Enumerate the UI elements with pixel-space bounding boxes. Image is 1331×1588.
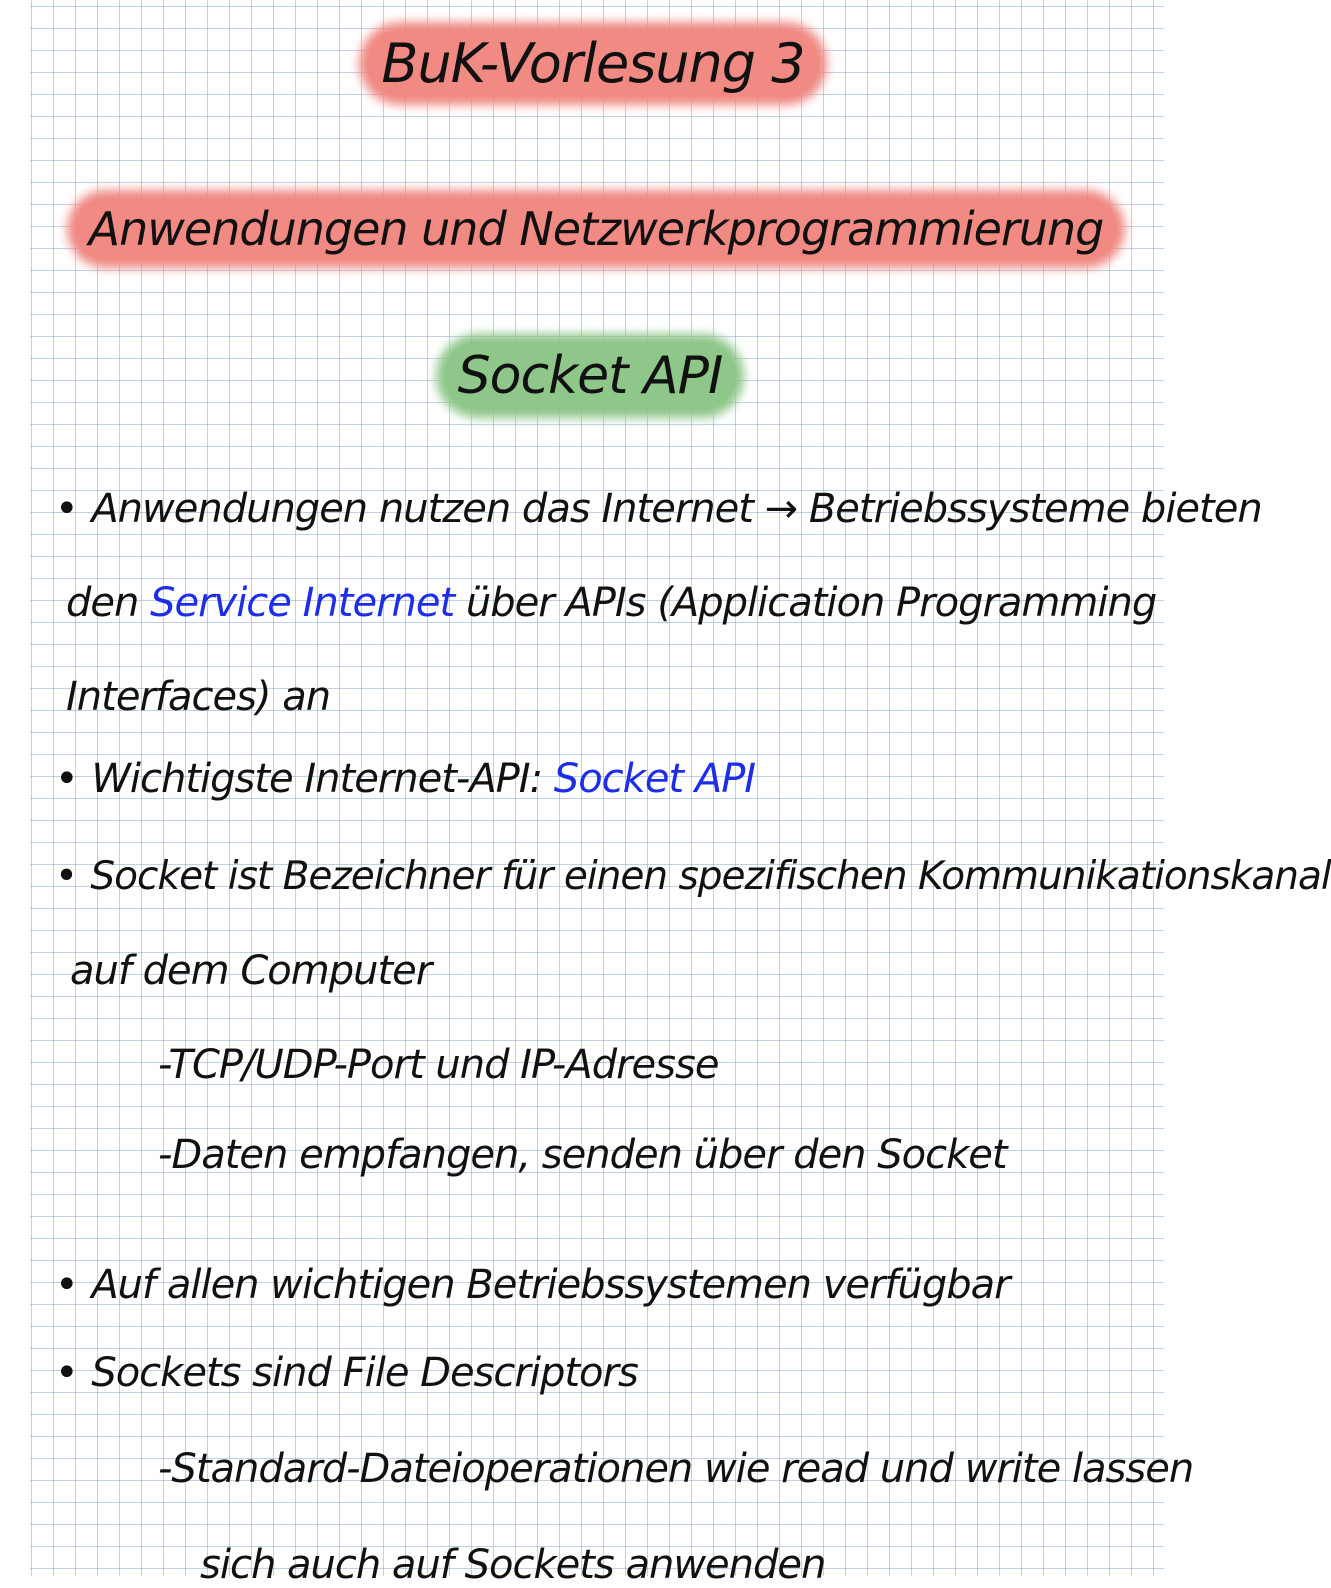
note-line-1 bbox=[55, 486, 1262, 532]
note-subpoint-2 bbox=[158, 1132, 1007, 1178]
title-row bbox=[0, 30, 1200, 97]
section-row bbox=[0, 342, 1200, 410]
note-text: sich auch auf Sockets anwenden bbox=[200, 1542, 826, 1588]
note-text: Anwendungen nutzen das Internet → Betriebssysteme bieten bbox=[91, 486, 1262, 532]
note-text: über APIs (Application Programming bbox=[465, 580, 1157, 626]
note-line-6 bbox=[70, 948, 431, 994]
note-text: Socket ist Bezeichner für einen spezifischen Kommunikationskanal bbox=[90, 854, 1331, 899]
note-text: -Daten empfangen, senden über den Socket bbox=[158, 1132, 1007, 1178]
note-line-7 bbox=[55, 1262, 1010, 1308]
note-text: -Standard-Dateioperationen wie read und write lassen bbox=[158, 1446, 1194, 1492]
note-subpoint-3 bbox=[158, 1446, 1193, 1492]
section-heading: Socket API bbox=[444, 342, 737, 410]
page-subtitle: Anwendungen und Netzwerkprogrammierung bbox=[75, 198, 1118, 260]
highlight-term: Service Internet bbox=[150, 580, 455, 626]
note-subpoint-4 bbox=[200, 1542, 825, 1588]
note-text: Sockets sind File Descriptors bbox=[91, 1350, 638, 1396]
note-subpoint-1 bbox=[158, 1042, 718, 1088]
note-text: Wichtigste Internet-API: bbox=[91, 756, 543, 802]
note-line-2 bbox=[66, 580, 1156, 626]
note-line-5 bbox=[55, 854, 1331, 899]
highlight-term: Socket API bbox=[553, 756, 756, 802]
note-text: -TCP/UDP-Port und IP-Adresse bbox=[158, 1042, 719, 1088]
note-text: auf dem Computer bbox=[70, 948, 432, 994]
note-text: Interfaces) an bbox=[66, 674, 331, 720]
subtitle-row bbox=[0, 198, 1200, 260]
note-text: Auf allen wichtigen Betriebssystemen verfügbar bbox=[91, 1262, 1010, 1308]
page-title: BuK-Vorlesung 3 bbox=[367, 30, 818, 97]
note-line-8 bbox=[55, 1350, 638, 1396]
note-line-3 bbox=[66, 674, 330, 720]
note-text: den bbox=[66, 580, 139, 626]
note-line-4 bbox=[55, 756, 755, 802]
